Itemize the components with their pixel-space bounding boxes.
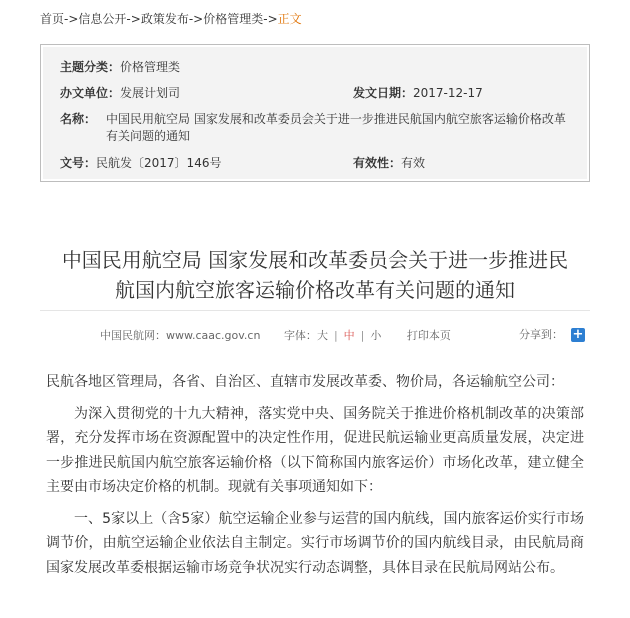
meta-docno-label: 文号： <box>60 156 97 170</box>
meta-category <box>60 59 180 76</box>
article-paragraph: 民航各地区管理局，各省、自治区、直辖市发展改革委、物价局，各运输航空公司： <box>46 374 564 390</box>
article-title-line-2: 航国内航空旅客运输价格改革有关问题的通知 <box>115 278 515 303</box>
meta-category-label: 主题分类： <box>60 60 121 74</box>
meta-date <box>353 85 483 102</box>
article-title <box>40 245 590 305</box>
article-paragraph: 一、5家以上（含5家）航空运输企业参与运营的国内航线，国内旅客运价实行市场调节价，由航空运输企业依法自主制定。实行市场调节价的国内航线目录，由民航局商国家发展改革委根据运输市场竞争状况实行动态调整，具体目录在民航局网站公布。 <box>46 510 584 576</box>
meta-name-value: 中国民用航空局 国家发展和改革委员会关于进一步推进民航国内航空旅客运输价格改革有关问题的通知 <box>106 112 566 143</box>
meta-name <box>60 111 575 145</box>
meta-name-label: 名称： <box>60 112 97 126</box>
font-size-large[interactable]: 大 <box>316 329 328 342</box>
breadcrumb-separator: -> <box>263 12 278 26</box>
meta-date-label: 发文日期： <box>353 86 414 100</box>
font-size-divider: | <box>360 329 365 342</box>
breadcrumb <box>40 10 302 28</box>
meta-validity-label: 有效性： <box>353 156 402 170</box>
article-source: 中国民航网：www.caac.gov.cn <box>100 329 261 342</box>
print-button[interactable]: 打印本页 <box>406 329 451 342</box>
breadcrumb-separator: -> <box>188 12 204 26</box>
share-label: 分享到： <box>519 328 563 341</box>
document-metadata-box <box>40 44 590 182</box>
share-section <box>519 327 585 343</box>
meta-unit-label: 办文单位： <box>60 86 121 100</box>
article-title-line-1: 中国民用航空局 国家发展和改革委员会关于进一步推进民 <box>61 248 569 273</box>
article-body <box>46 370 584 580</box>
font-size-medium[interactable]: 中 <box>343 329 355 342</box>
meta-validity <box>353 155 425 172</box>
article-paragraph: 为深入贯彻党的十九大精神，落实党中央、国务院关于推进价格机制改革的决策部署，充分发挥市场在资源配置中的决定性作用，促进民航运输业更高质量发展，决定进一步推进民航国内航空旅客运输价格（以下简称国内旅客运价）市场化改革，建立健全主要由市场决定价格的机制。现就有关事项通知如下： <box>46 405 584 495</box>
breadcrumb-price-management[interactable]: 价格管理类 <box>203 12 264 26</box>
breadcrumb-current: 正文 <box>277 12 302 26</box>
font-size-small[interactable]: 小 <box>370 329 382 342</box>
meta-validity-value: 有效 <box>401 156 426 170</box>
title-divider <box>40 310 590 311</box>
breadcrumb-policy-release[interactable]: 政策发布 <box>140 12 189 26</box>
meta-docno <box>60 155 221 172</box>
meta-unit <box>60 85 180 102</box>
breadcrumb-separator: -> <box>64 12 79 26</box>
font-size-label: 字体： <box>283 329 317 342</box>
meta-date-value: 2017-12-17 <box>413 86 483 100</box>
breadcrumb-info-public[interactable]: 信息公开 <box>78 12 127 26</box>
article-toolbar <box>100 328 451 344</box>
meta-unit-value: 发展计划司 <box>120 86 181 100</box>
breadcrumb-home[interactable]: 首页 <box>40 12 65 26</box>
meta-docno-value: 民航发〔2017〕146号 <box>96 156 222 170</box>
plus-icon[interactable]: + <box>572 327 584 342</box>
metadata-panel <box>43 47 587 179</box>
breadcrumb-separator: -> <box>126 12 141 26</box>
meta-category-value: 价格管理类 <box>120 60 181 74</box>
font-size-divider: | <box>333 329 338 342</box>
